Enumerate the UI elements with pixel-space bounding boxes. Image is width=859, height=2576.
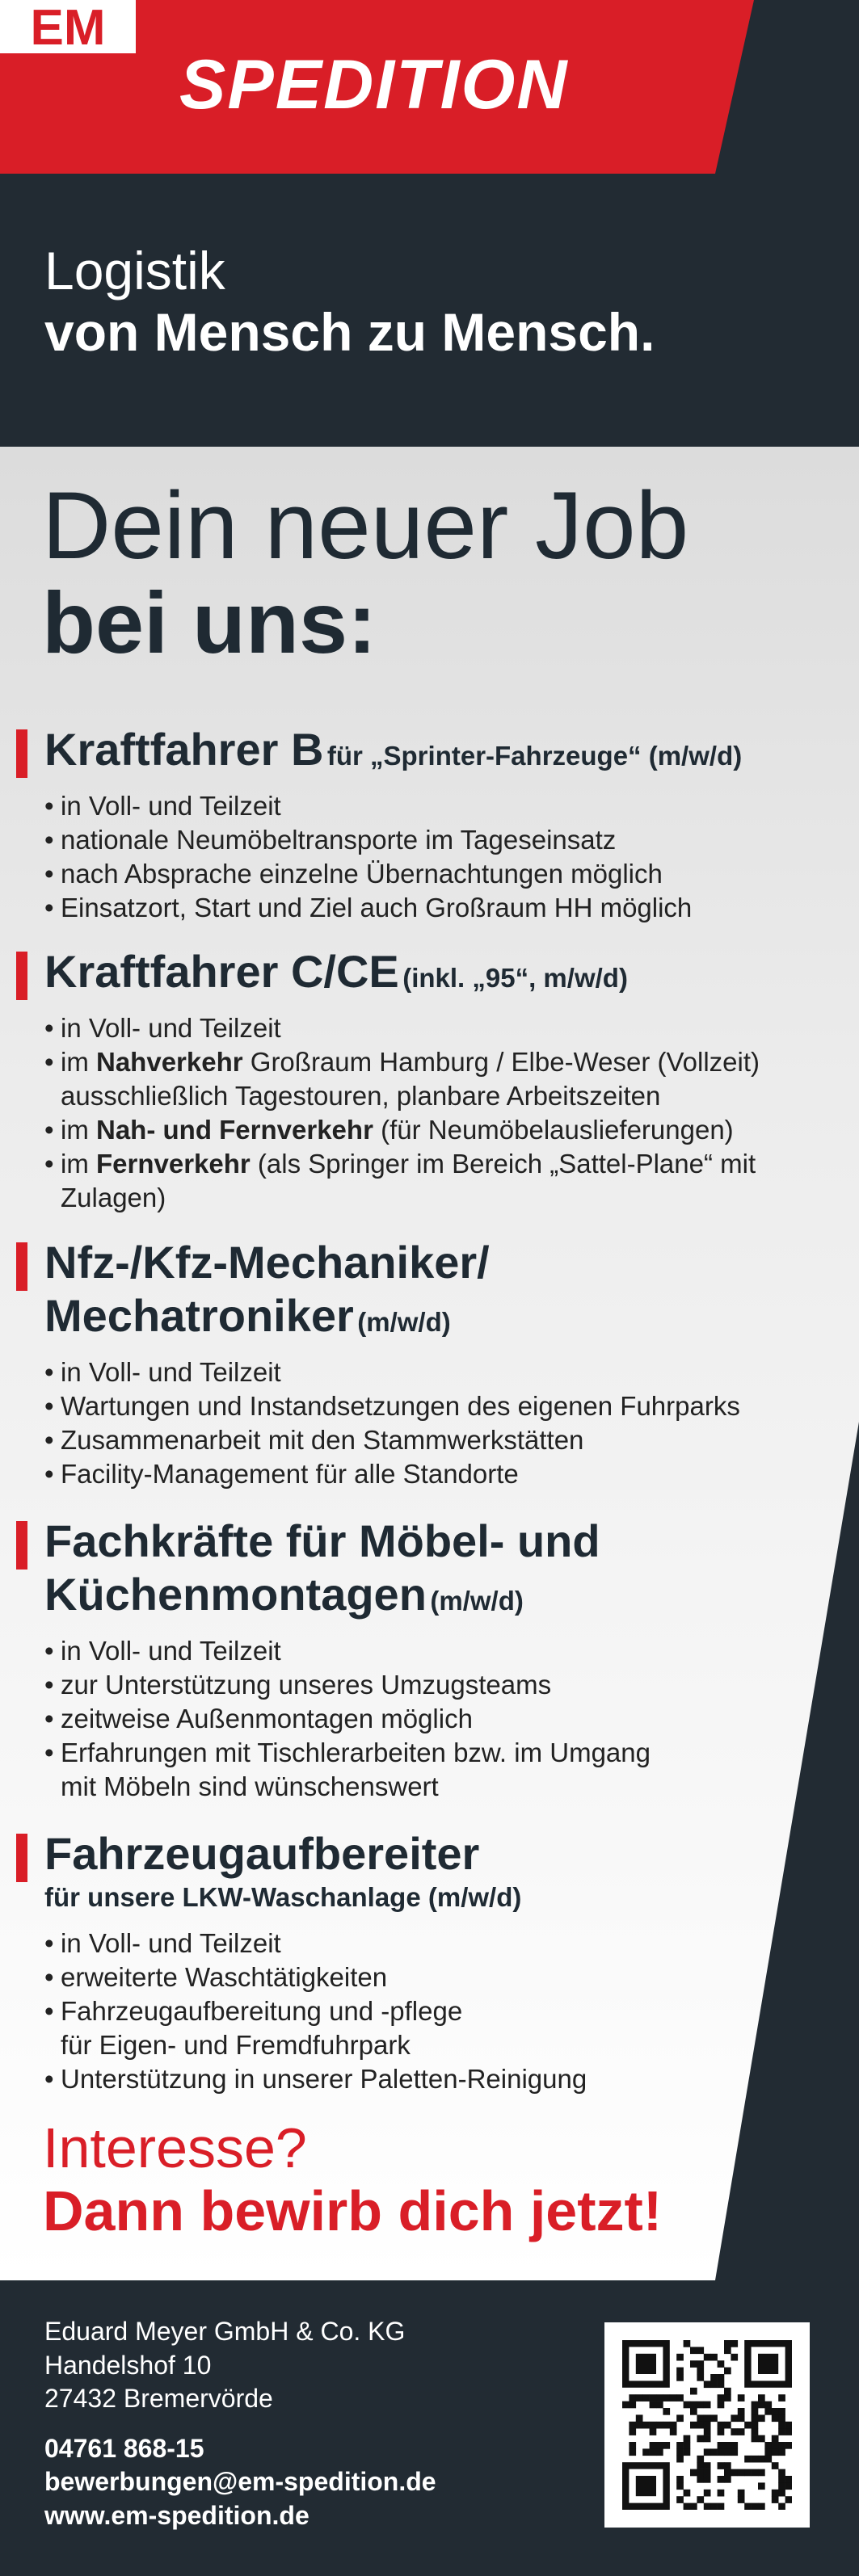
job-title-suffix: (m/w/d) <box>430 1586 524 1616</box>
item-text: für Eigen- und Fremdfuhrpark <box>61 2030 411 2061</box>
headline <box>42 473 689 671</box>
job-title-row <box>16 723 824 776</box>
job-kraftfahrer-c-ce <box>16 945 824 1215</box>
cta-question: Interesse? <box>43 2116 307 2179</box>
item-text: Erfahrungen mit Tischlerarbeiten bzw. im Umgang <box>61 1737 651 1767</box>
item-text: Großraum Hamburg / Elbe-Weser (Vollzeit) <box>242 1046 760 1077</box>
job-montage <box>16 1515 824 1804</box>
job-details-list <box>16 1355 824 1491</box>
job-title-line-1: Nfz-/Kfz-Mechaniker/ <box>44 1237 490 1288</box>
brand-name: SPEDITION <box>179 46 569 124</box>
item-text: Zulagen) <box>61 1182 166 1212</box>
job-title: Kraftfahrer C/CE <box>44 946 399 997</box>
qr-code-icon <box>622 2340 792 2510</box>
job-title-row <box>16 945 824 998</box>
item-text: (für Neumöbelauslieferungen) <box>373 1114 734 1145</box>
item-highlight: Fernverkehr <box>96 1148 251 1179</box>
job-title-row <box>16 1827 824 1914</box>
list-item: • nach Absprache einzelne Übernachtungen möglich <box>44 857 824 891</box>
item-text: im <box>61 1148 96 1179</box>
item-text: Fahrzeugaufbereitung und -pflege <box>61 1996 463 2027</box>
headline-line-2: bei uns: <box>42 573 377 671</box>
item-text: (als Springer im Bereich „Sattel-Plane“ mit <box>250 1148 756 1179</box>
job-title-row <box>16 1515 824 1621</box>
claim-line-1: Logistik <box>44 241 225 300</box>
list-item: • zur Unterstützung unseres Umzugsteams <box>44 1668 824 1702</box>
job-title-line-1: Fachkräfte für Möbel- und <box>44 1515 600 1566</box>
logo-mark: EM <box>30 0 106 53</box>
list-item <box>44 1147 824 1215</box>
job-title: Kraftfahrer B <box>44 724 324 775</box>
headline-line-1: Dein neuer Job <box>42 473 689 579</box>
qr-code[interactable] <box>604 2322 810 2528</box>
list-item: • in Voll- und Teilzeit <box>44 1634 824 1668</box>
city-address: 27432 Bremervörde <box>44 2384 273 2414</box>
job-title-row <box>16 1236 824 1343</box>
item-highlight: Nahverkehr <box>96 1046 243 1077</box>
claim <box>44 241 655 363</box>
item-text: im <box>61 1046 96 1077</box>
list-item: • Facility-Management für alle Standorte <box>44 1457 824 1491</box>
list-item: • in Voll- und Teilzeit <box>44 1011 824 1045</box>
job-details-list <box>16 1634 824 1804</box>
job-details-list <box>16 1927 824 2096</box>
list-item: • in Voll- und Teilzeit <box>44 1355 824 1389</box>
job-fahrzeugaufbereiter <box>16 1827 824 2096</box>
list-item: • Wartungen und Instandsetzungen des eigenen Fuhrparks <box>44 1389 824 1423</box>
job-title-suffix: (m/w/d) <box>357 1307 451 1338</box>
footer-contact <box>44 2315 436 2533</box>
item-text: im <box>61 1114 96 1145</box>
company-name: Eduard Meyer GmbH & Co. KG <box>44 2317 406 2346</box>
job-kraftfahrer-b <box>16 723 824 925</box>
list-item: • erweiterte Waschtätigkeiten <box>44 1960 824 1994</box>
phone-number[interactable]: 04761 868-15 <box>44 2433 204 2463</box>
list-item: • in Voll- und Teilzeit <box>44 1927 824 1960</box>
job-title-suffix: (inkl. „95“, m/w/d) <box>402 963 628 993</box>
list-item: • Zusammenarbeit mit den Stammwerkstätten <box>44 1423 824 1457</box>
job-subline: für unsere LKW-Waschanlage (m/w/d) <box>44 1882 522 1913</box>
cta-action: Dann bewirb dich jetzt! <box>43 2179 663 2243</box>
item-text: mit Möbeln sind wünschenswert <box>61 1771 439 1801</box>
list-item <box>44 1736 824 1804</box>
email-link[interactable]: bewerbungen@em-spedition.de <box>44 2467 436 2497</box>
street-address: Handelshof 10 <box>44 2350 212 2380</box>
list-item <box>44 1113 824 1147</box>
website-link[interactable]: www.em-spedition.de <box>44 2500 309 2530</box>
list-item: • in Voll- und Teilzeit <box>44 789 824 823</box>
em-logo-icon <box>0 0 136 53</box>
job-title-suffix: für „Sprinter-Fahrzeuge“ (m/w/d) <box>326 741 743 771</box>
list-item <box>44 1045 824 1113</box>
claim-line-2: von Mensch zu Mensch. <box>44 301 655 362</box>
job-title-line-2: Mechatroniker <box>44 1290 354 1342</box>
list-item: • zeitweise Außenmontagen möglich <box>44 1702 824 1736</box>
call-to-action <box>43 2116 662 2243</box>
job-details-list <box>16 1011 824 1214</box>
job-mechaniker <box>16 1236 824 1491</box>
item-highlight: Nah- und Fernverkehr <box>96 1114 373 1145</box>
list-item <box>44 1994 824 2062</box>
contact-block <box>44 2432 436 2533</box>
list-item: • nationale Neumöbeltransporte im Tageseinsatz <box>44 823 824 857</box>
header-band <box>0 0 859 174</box>
job-title: Fahrzeugaufbereiter <box>44 1828 480 1879</box>
list-item: • Unterstützung in unserer Paletten-Reinigung <box>44 2062 824 2096</box>
job-details-list <box>16 789 824 925</box>
item-text: ausschließlich Tagestouren, planbare Arbeitszeiten <box>61 1080 661 1111</box>
job-title-line-2: Küchenmontagen <box>44 1569 427 1620</box>
list-item: • Einsatzort, Start und Ziel auch Großraum HH möglich <box>44 891 824 925</box>
